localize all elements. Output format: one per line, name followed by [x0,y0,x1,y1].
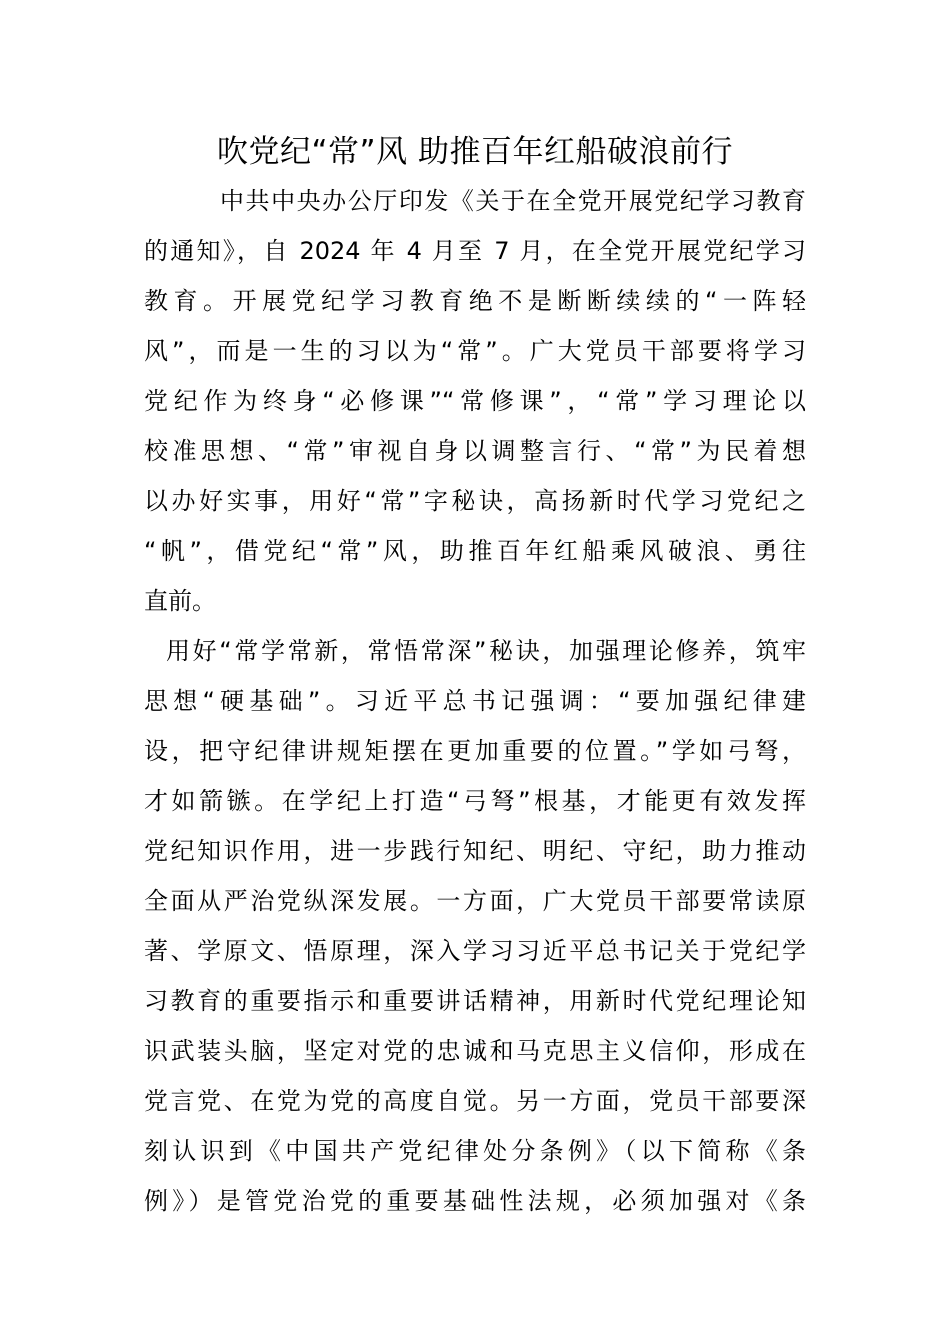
paragraph [144,176,806,626]
paragraph-line: 思想“硬基础”。习近平总书记强调：“要加强纪律建 [144,687,806,715]
paragraph-line: 党纪知识作用，进一步践行知纪、明纪、守纪，助力推动 [144,837,806,865]
paragraph-line: 著、学原文、悟原理，深入学习习近平总书记关于党纪学 [144,937,806,965]
paragraph-line: 党言党、在党为党的高度自觉。另一方面，党员干部要深 [144,1087,806,1115]
paragraph-line: 刻认识到《中国共产党纪律处分条例》（以下简称《条 [144,1137,806,1165]
paragraph-line: 风”，而是一生的习以为“常”。广大党员干部要将学习 [144,337,806,365]
paragraph-line: 例》）是管党治党的重要基础性法规，必须加强对《条 [144,1187,806,1215]
paragraph-line: 以办好实事，用好“常”字秘诀，高扬新时代学习党纪之 [144,487,806,515]
paragraph-line: 校准思想、“常”审视自身以调整言行、“常”为民着想 [144,437,806,465]
paragraph-line: 才如箭镞。在学纪上打造“弓弩”根基，才能更有效发挥 [144,787,806,815]
paragraph-line: “帆”，借党纪“常”风，助推百年红船乘风破浪、勇往 [144,537,806,565]
paragraph-line: 教育。开展党纪学习教育绝不是断断续续的“一阵轻 [144,287,806,315]
paragraph-line: 的通知》，自 2024 年 4 月至 7 月，在全党开展党纪学习 [144,237,806,265]
paragraph-line: 设，把守纪律讲规矩摆在更加重要的位置。”学如弓弩， [144,737,806,765]
document-body [144,176,806,1226]
paragraph-line: 全面从严治党纵深发展。一方面，广大党员干部要常读原 [144,887,806,915]
paragraph-line: 党纪作为终身“必修课”“常修课”，“常”学习理论以 [144,387,806,415]
paragraph-line: 直前。 [144,587,216,615]
paragraph-line: 习教育的重要指示和重要讲话精神，用新时代党纪理论知 [144,987,806,1015]
paragraph-line: 中共中央办公厅印发《关于在全党开展党纪学习教育 [220,187,806,215]
document-title: 吹党纪“常”风 助推百年红船破浪前行 [217,134,733,170]
paragraph [144,626,806,1226]
paragraph-line: 用好“常学常新，常悟常深”秘诀，加强理论修养，筑牢 [166,637,806,665]
paragraph-line: 识武装头脑，坚定对党的忠诚和马克思主义信仰，形成在 [144,1037,806,1065]
